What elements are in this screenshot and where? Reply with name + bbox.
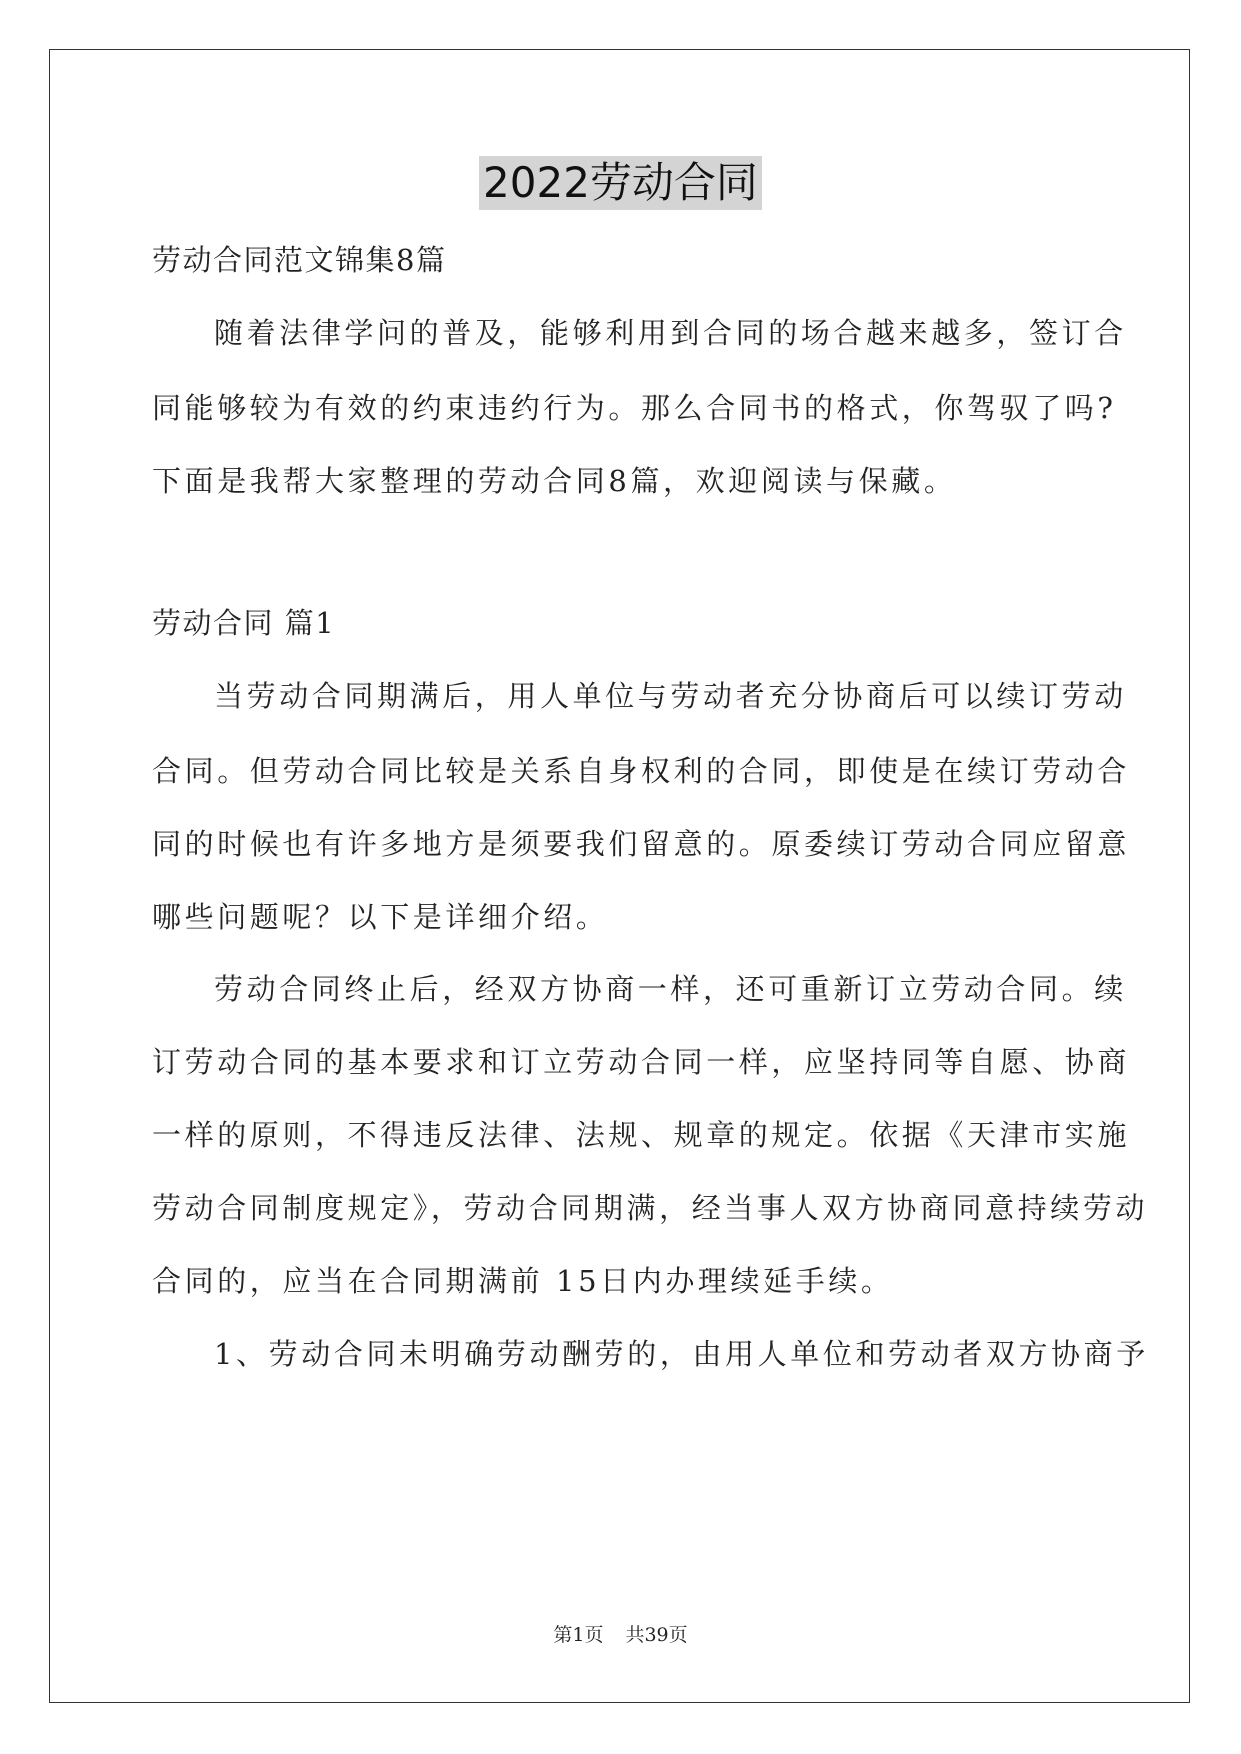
intro-line-2: 同能够较为有效的约束违约行为。那么合同书的格式，你驾驭了吗? [152, 391, 1117, 425]
document-title: 2022劳动合同 [479, 156, 762, 210]
page-footer [0, 1620, 1241, 1647]
intro-line-3: 下面是我帮大家整理的劳动合同8篇，欢迎阅读与保藏。 [152, 464, 957, 498]
body-line-2: 合同。但劳动合同比较是关系自身权利的合同，即使是在续订劳动合 [152, 754, 1131, 788]
body-line-6: 订劳动合同的基本要求和订立劳动合同一样，应坚持同等自愿、协商 [152, 1045, 1131, 1079]
intro-line-1: 随着法律学问的普及，能够利用到合同的场合越来越多，签订合 [214, 316, 1127, 350]
body-line-1: 当劳动合同期满后，用人单位与劳动者充分协商后可以续订劳动 [214, 679, 1127, 713]
body-line-4: 哪些问题呢？以下是详细介绍。 [152, 900, 609, 934]
body-line-5: 劳动合同终止后，经双方协商一样，还可重新订立劳动合同。续 [214, 972, 1127, 1006]
body-line-7: 一样的原则，不得违反法律、法规、规章的规定。依据《天津市实施 [152, 1118, 1131, 1152]
body-line-10: 1、劳动合同未明确劳动酬劳的，由用人单位和劳动者双方协商予 [214, 1337, 1149, 1371]
body-line-9: 合同的，应当在合同期满前 15日内办理续延手续。 [152, 1264, 894, 1298]
section-heading-1: 劳动合同 篇1 [152, 606, 336, 640]
page-number: 第1页 [553, 1624, 604, 1646]
collection-heading: 劳动合同范文锦集8篇 [152, 243, 447, 277]
page-total: 共39页 [625, 1624, 688, 1646]
title-wrap [0, 156, 1241, 210]
body-line-3: 同的时候也有许多地方是须要我们留意的。原委续订劳动合同应留意 [152, 827, 1131, 861]
page-border [49, 49, 1190, 1703]
body-line-8: 劳动合同制度规定》，劳动合同期满，经当事人双方协商同意持续劳动 [152, 1191, 1149, 1225]
